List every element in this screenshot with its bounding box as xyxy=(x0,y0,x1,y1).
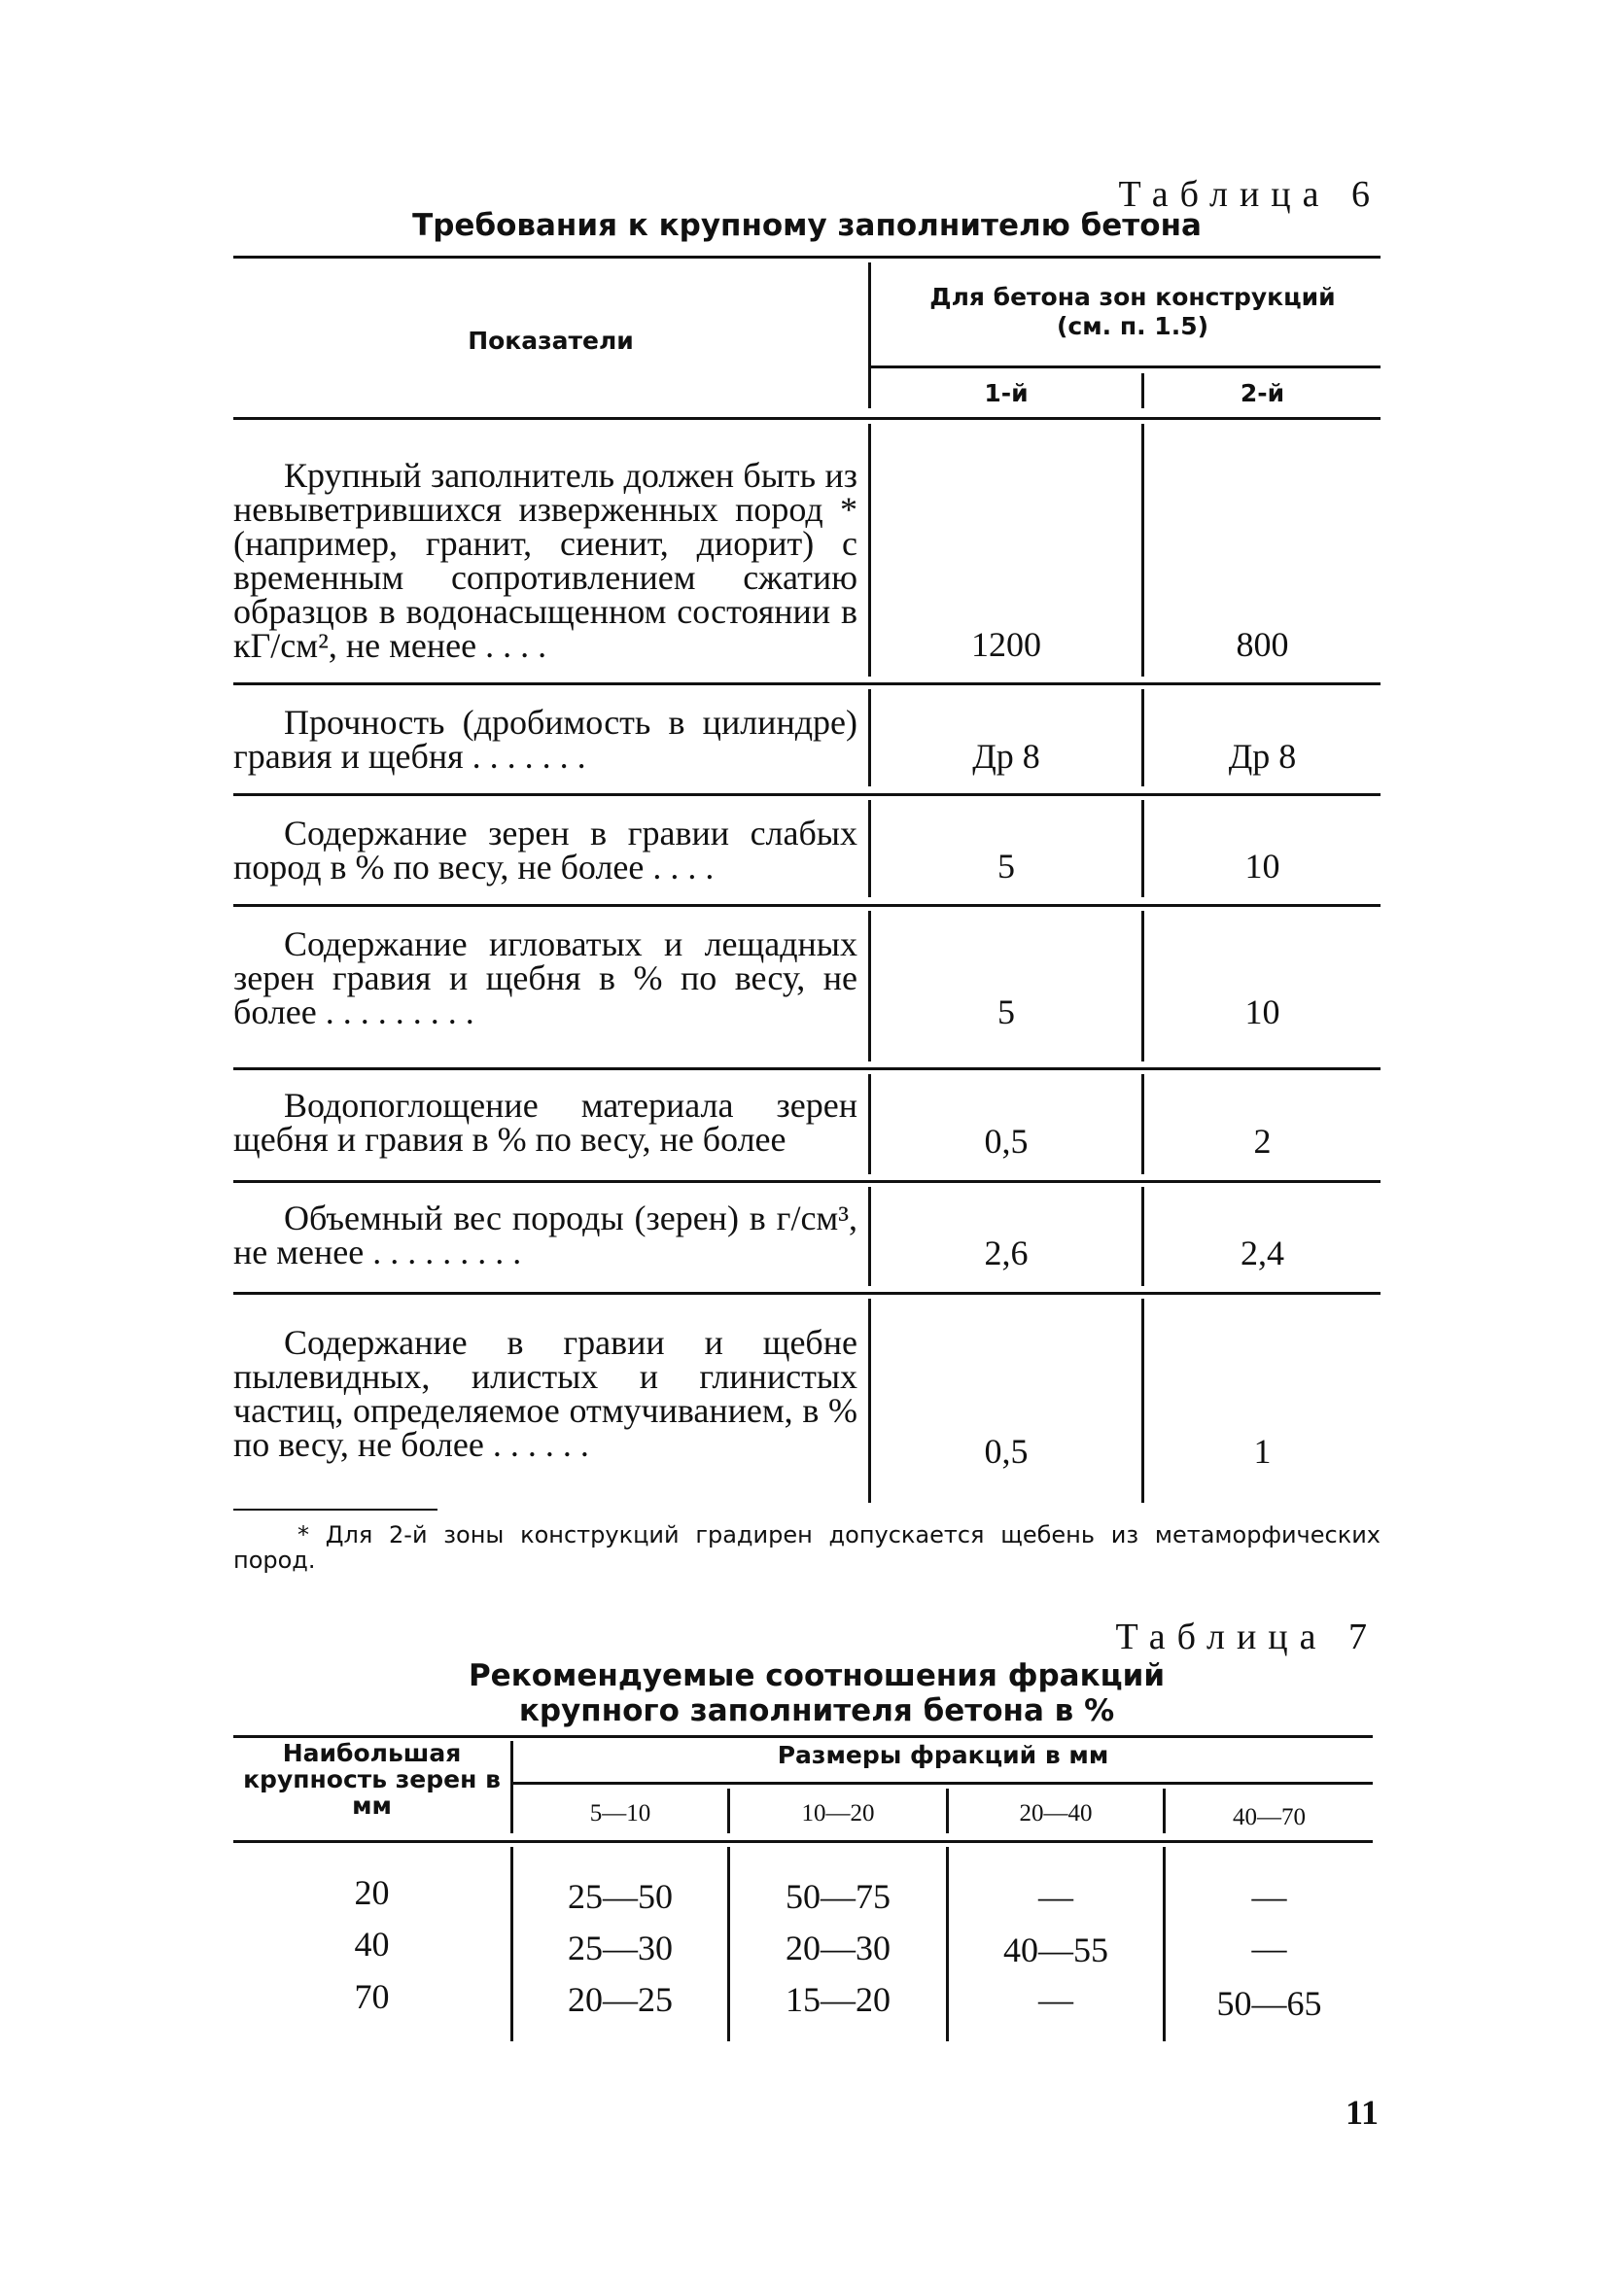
table6-vline xyxy=(868,800,871,897)
table6-row-3-zone2: 10 xyxy=(1244,847,1280,886)
table6-row-6-text: Объемный вес породы (зерен) в г/см³, не менее . . . . . . . . . xyxy=(233,1199,857,1271)
table7-row-1-col-2: 50—75 xyxy=(786,1877,891,1916)
table6-vline xyxy=(1141,1187,1144,1286)
table6-header-indicators: Показатели xyxy=(468,327,634,355)
table6-row-2-text: Прочность (дробимость в цилиндре) гравия и щебня . . . . . . . xyxy=(233,703,857,776)
table7-header-fraction-3: 20—40 xyxy=(1019,1800,1093,1826)
table6-row-2-zone1: Др 8 xyxy=(972,737,1040,776)
table7-row-2-size: 40 xyxy=(354,1925,390,1964)
table6-top-rule xyxy=(233,256,1381,259)
table6-row-rule xyxy=(233,793,1381,796)
table6-row-rule xyxy=(233,904,1381,907)
table6-row-4-zone2: 10 xyxy=(1244,992,1280,1031)
table6-vline xyxy=(868,424,871,677)
table7-row-3-col-2: 15—20 xyxy=(786,1980,891,2019)
table7-row-2-col-2: 20—30 xyxy=(786,1929,891,1967)
table7-row-1-col-1: 25—50 xyxy=(568,1877,673,1916)
table6-header-group: Для бетона зон конструкций (см. п. 1.5) xyxy=(929,283,1336,340)
table6-vline xyxy=(868,1074,871,1174)
table6-vline xyxy=(1141,800,1144,897)
table7-row-1-size: 20 xyxy=(354,1873,390,1912)
table6-vline xyxy=(1141,1074,1144,1174)
table6-row-7-zone1: 0,5 xyxy=(984,1432,1029,1471)
table6-vline xyxy=(868,1299,871,1503)
table6-row-3-zone1: 5 xyxy=(997,847,1015,886)
table7-header-fraction-4: 40—70 xyxy=(1233,1804,1306,1830)
table6-row-6-zone2: 2,4 xyxy=(1241,1234,1284,1272)
table7-row-3-col-4: 50—65 xyxy=(1216,1984,1322,2023)
table7-header-bottom-rule xyxy=(233,1840,1373,1843)
table6-row-4-zone1: 5 xyxy=(997,992,1015,1031)
table6-header-zone2: 2-й xyxy=(1240,379,1285,407)
table6-row-5-zone2: 2 xyxy=(1253,1122,1272,1161)
page-number: 11 xyxy=(1345,2093,1379,2132)
table6-vline xyxy=(868,689,871,786)
table6-row-7-text: Содержание в гравии и щебне пылевидных, илистых и глинистых частиц, определяемое отмучиванием, в % по весу, не более . . . . . . xyxy=(233,1323,857,1464)
table7-row-2-col-3: 40—55 xyxy=(1003,1931,1108,1969)
table7-row-3-col-1: 20—25 xyxy=(568,1980,673,2019)
table6-row-rule xyxy=(233,1292,1381,1295)
table6-header-group-rule xyxy=(871,365,1381,368)
table7-header-size: Наибольшая крупность зерен в мм xyxy=(243,1739,501,1820)
table6-row-rule xyxy=(233,1180,1381,1183)
table7-header-fractions: Размеры фракций в мм xyxy=(777,1741,1109,1769)
table6-row-7-zone2: 1 xyxy=(1253,1432,1272,1471)
table6-header-zone1: 1-й xyxy=(984,379,1029,407)
table6-row-rule xyxy=(233,682,1381,685)
table6-vline xyxy=(1141,1299,1144,1503)
table6-row-rule xyxy=(233,1067,1381,1070)
table6-header-bottom-rule xyxy=(233,417,1381,420)
table6-row-1-zone2: 800 xyxy=(1236,625,1289,664)
table7-label: Таблица 7 xyxy=(1115,1617,1379,1657)
table7-title: Рекомендуемые соотношения фракций крупного заполнителя бетона в % xyxy=(468,1658,1166,1728)
table7-row-2-col-4: — xyxy=(1251,1929,1287,1967)
table7-row-2-col-1: 25—30 xyxy=(568,1929,673,1967)
table7-header-fraction-1: 5—10 xyxy=(589,1800,651,1826)
table6-row-2-zone2: Др 8 xyxy=(1228,737,1297,776)
table6-row-1-zone1: 1200 xyxy=(971,625,1041,664)
table6-row-3-text: Содержание зерен в гравии слабых пород в % по весу, не более . . . . xyxy=(233,814,857,887)
table6-row-5-text: Водопоглощение материала зерен щебня и гравия в % по весу, не более xyxy=(233,1086,857,1159)
table7-header-fraction-rule xyxy=(513,1782,1373,1785)
table7-row-1-col-3: — xyxy=(1038,1877,1073,1916)
table6-row-6-zone1: 2,6 xyxy=(984,1234,1029,1272)
table7-row-3-size: 70 xyxy=(354,1977,390,2016)
table7-top-rule xyxy=(233,1735,1373,1738)
table6-footnote: * Для 2-й зоны конструкций градирен допускается щебень из метаморфических пород. xyxy=(233,1521,1381,1574)
table6-vline xyxy=(1141,911,1144,1061)
footnote-rule xyxy=(233,1509,437,1511)
table6-vline xyxy=(1141,689,1144,786)
table6-label: Таблица 6 xyxy=(1118,174,1381,215)
table6-row-1-text: Крупный заполнитель должен быть из невыветрившихся изверженных пород * (например, гранит, сиенит, диорит) с временным сопротивлением сжатию образцов в водонасыщенном состоянии в кГ/см², не менее . . . . xyxy=(233,456,857,665)
table6-title: Требования к крупному заполнителю бетона xyxy=(412,208,1202,243)
table7-row-1-col-4: — xyxy=(1251,1877,1287,1916)
table7-row-3-col-3: — xyxy=(1038,1980,1073,2019)
table6-vline xyxy=(868,911,871,1061)
table7-header-fraction-2: 10—20 xyxy=(801,1800,875,1826)
table6-row-4-text: Содержание игловатых и лещадных зерен гравия и щебня в % по весу, не более . . . . . . . . . xyxy=(233,924,857,1031)
table6-vline xyxy=(1141,424,1144,677)
table6-row-5-zone1: 0,5 xyxy=(984,1122,1029,1161)
table6-vline xyxy=(868,1187,871,1286)
